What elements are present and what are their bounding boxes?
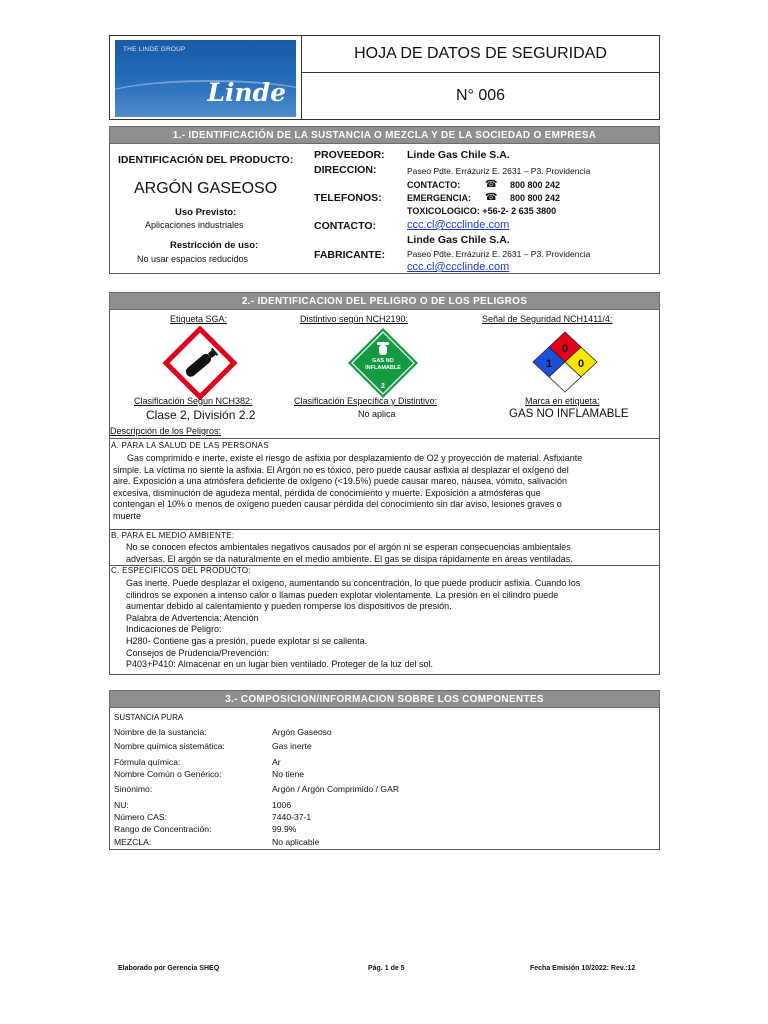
nch382-label: Clasificación Según NCH382: [134, 396, 253, 406]
linde-logo [115, 40, 296, 117]
contact-phone-value: 800 800 242 [510, 180, 561, 190]
row-label: Nombre química sistemática: [114, 741, 225, 751]
non-flammable-gas-diamond-icon [346, 326, 420, 400]
label-mark-label: Marca en etiqueta: [525, 396, 600, 406]
section-1-title: 1.- IDENTIFICACIÓN DE LA SUSTANCIA O MEZCLA Y DE LA SOCIEDAD O EMPRESA [109, 126, 660, 144]
paragraph-line: Gas comprimido e inerte, existe el riesgo de asfixia por desplazamiento de O2 y proyección de material. Asfixiante [127, 453, 583, 463]
footer-issue-date: Fecha Emisión 10/2022: Rev.:12 [530, 965, 636, 972]
row-value: Ar [272, 757, 281, 767]
row-label: NU: [114, 800, 129, 810]
product-name: ARGÓN GASEOSO [134, 180, 278, 197]
document-number: N° 006 [455, 87, 506, 104]
row-label: Nombre de la sustancia: [114, 727, 207, 737]
substance-type: SUSTANCIA PURA [114, 713, 184, 722]
paragraph-line: P403+P410: Almacenar en un lugar bien ventilado. Proteger de la luz del sol. [126, 659, 433, 670]
row-label: Número CAS: [114, 812, 168, 822]
phones-label: TELEFONOS: [314, 192, 382, 204]
health-subheading: A. PARA LA SALUD DE LAS PERSONAS [111, 441, 269, 450]
address-label: DIRECCION: [314, 164, 377, 176]
diamond-text-2: INFLAMABLE [365, 365, 401, 371]
row-value: Gas inerte [272, 741, 312, 751]
emergency-label: EMERGENCIA: [407, 193, 472, 203]
paragraph-line: Indicaciones de Peligro: [126, 624, 222, 635]
footer-page-number: Pág. 1 de 5 [368, 965, 405, 972]
nfpa-health: 1 [545, 358, 553, 370]
section-3-title: 3.- COMPOSICION/INFORMACION SOBRE LOS COMPONENTES [109, 690, 660, 708]
paragraph-line: No se conocen efectos ambientales negativos causados por el argón ni se esperan consecuencias ambientales [126, 542, 571, 552]
row-value: 99.9% [272, 824, 297, 834]
row-value: No tiene [272, 769, 305, 779]
row-label: Nombre Común o Genérico: [114, 769, 222, 779]
nch1411-label: Señal de Seguridad NCH1411/4: [482, 314, 613, 324]
provider-label: PROVEEDOR: [314, 149, 385, 161]
paragraph-line: Consejos de Prudencia/Prevención: [126, 647, 270, 658]
paragraph-line: adversas. El argón se da naturalmente en el medio ambiente. El gas se disipa rápidamente en áreas ventiladas. [126, 553, 573, 564]
logo-wordmark: Linde [207, 78, 286, 107]
sga-label: Etiqueta SGA: [170, 314, 228, 324]
nch382-value: Clase 2, División 2.2 [146, 408, 256, 422]
emergency-value: 800 800 242 [510, 193, 561, 203]
document-title: HOJA DE DATOS DE SEGURIDAD [354, 45, 607, 62]
hazards-description-label: Descripción de los Peligros: [110, 426, 222, 436]
specific-class-value: No aplica [358, 409, 396, 419]
divider [109, 438, 660, 439]
row-label: Rango de Concentración: [114, 824, 212, 834]
logo-group-text: THE LINDE GROUP [123, 46, 186, 53]
row-value: 1006 [272, 800, 292, 810]
paragraph-line: Gas inerte. Puede desplazar el oxígeno, aumentando su concentración, lo que puede producir asfixia. Cuando los [126, 578, 581, 588]
product-id-label: IDENTIFICACIÓN DEL PRODUCTO: [118, 154, 294, 166]
product-specific-text [126, 578, 658, 671]
restriction-label: Restricción de uso: [170, 240, 259, 251]
footer-author: Elaborado por Gerencia SHEQ [118, 965, 220, 972]
document-header [109, 35, 660, 120]
nfpa-diamond-icon [530, 330, 600, 394]
paragraph-line: muerte [113, 510, 142, 521]
row-label: MEZCLA: [114, 837, 152, 847]
paragraph-line: Palabra de Advertencia: Atención [126, 612, 259, 623]
paragraph-line: cilindros se exponen a intenso calor o llamas pueden explotar violentamente. La presión en el cilindro puede [126, 589, 559, 600]
paragraph-line: H280- Contiene gas a presión, puede explotar si se calienta. [126, 635, 368, 646]
row-value: 7440-37-1 [272, 812, 312, 822]
nfpa-reactivity: 0 [577, 358, 585, 370]
paragraph-line: excesiva, disminución de agudeza mental, pérdida de conocimiento y muerte. Exposición a atmósferas que [113, 487, 541, 498]
section-2-title: 2.- IDENTIFICACION DEL PELIGRO O DE LOS PELIGROS [109, 292, 660, 310]
contact-phone-label: CONTACTO: [407, 180, 461, 190]
phone-icon: ☎ [485, 192, 498, 203]
row-value: No aplicable [272, 837, 320, 847]
row-value: Argón Gaseoso [272, 727, 332, 737]
row-label: Fórmula química: [114, 757, 181, 767]
nch2190-label: Distintivo según NCH2190: [300, 314, 409, 324]
label-mark-value: GAS NO INFLAMABLE [509, 408, 629, 420]
toxicology-line: TOXICOLOGICO: +56-2- 2 635 3800 [407, 206, 557, 216]
use-value: Aplicaciones industriales [145, 220, 244, 230]
restriction-value: No usar espacios reducidos [137, 254, 249, 264]
manufacturer-value: Linde Gas Chile S.A. [407, 234, 510, 246]
specific-class-label: Clasificación Específica y Distintivo: [294, 396, 438, 406]
manufacturer-address: Paseo Pdte. Errázuriz E. 2631 – P3. Providencia [407, 249, 591, 259]
manufacturer-label: FABRICANTE: [314, 249, 386, 261]
diamond-text-1: GAS NO [372, 358, 394, 364]
use-label: Uso Previsto: [175, 207, 237, 218]
health-hazard-text [113, 453, 658, 523]
environment-subheading: B. PARA EL MEDIO AMBIENTE: [111, 531, 235, 540]
contact-email-link[interactable]: ccc.cl@ccclinde.com [407, 219, 510, 231]
nfpa-flammability: 0 [561, 343, 569, 355]
provider-value: Linde Gas Chile S.A. [407, 149, 510, 161]
address-value: Paseo Pdte. Errázuriz E. 2631 – P3. Providencia [407, 166, 591, 176]
contact-label: CONTACTO: [314, 220, 377, 232]
row-label: Sinónimo: [114, 784, 153, 794]
paragraph-line: simple. La víctima no siente la asfixia. El Argón no es tóxico, pero puede causar asfixia al desplazar el oxígeno del [113, 464, 569, 475]
product-specific-subheading: C. ESPECIFICOS DEL PRODUCTO: [111, 566, 251, 575]
phone-icon: ☎ [485, 179, 498, 190]
divider [109, 529, 660, 530]
environment-hazard-text [126, 542, 658, 565]
manufacturer-email-link[interactable]: ccc.cl@ccclinde.com [407, 261, 510, 273]
ghs-gas-cylinder-icon [163, 326, 237, 400]
diamond-class-number: 2 [381, 383, 385, 390]
paragraph-line: contengan el 10% o menos de oxígeno pueden causar pérdida del conocimiento sin dar aviso, lesiones graves o [113, 499, 562, 510]
row-value: Argón / Argón Comprimido / GAR [272, 784, 400, 794]
paragraph-line: aumentar debido al calentamiento y pueden romperse los dispositivos de presión. [126, 601, 452, 612]
paragraph-line: aire. Exposición a una atmósfera deficiente de oxígeno (<19.5%) puede causar mareo, náusea, vómito, salivación [113, 476, 568, 487]
